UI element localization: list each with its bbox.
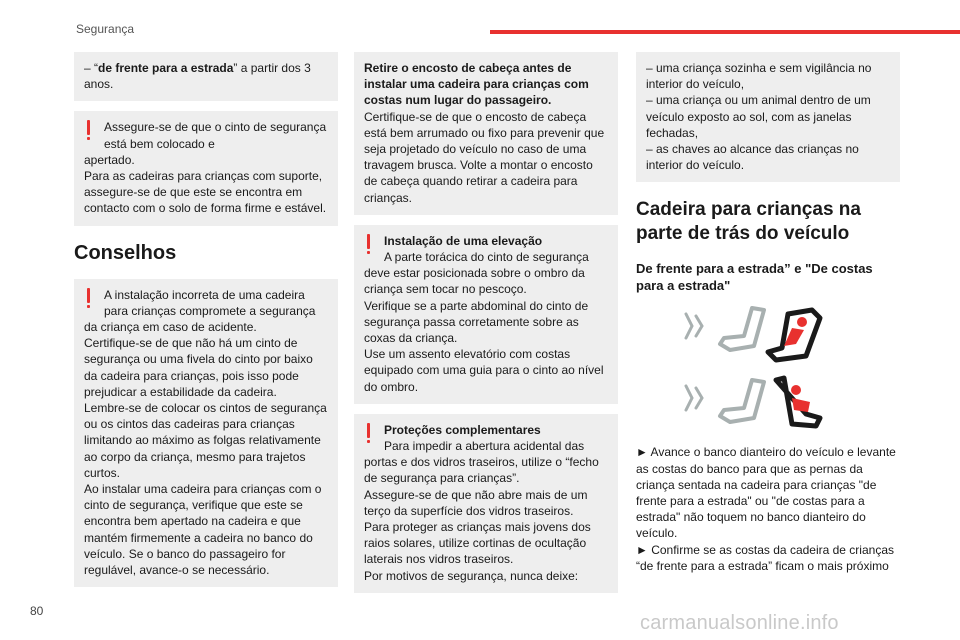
warning-line: Verifique se a parte abdominal do cinto de segurança passa corretamente sobre as coxas da criança. bbox=[364, 298, 589, 346]
warning-line: Por motivos de segurança, nunca deixe: bbox=[364, 568, 579, 583]
column-2 bbox=[354, 52, 618, 603]
heading-rear-child-seat: Cadeira para crianças na parte de trás do veículo bbox=[636, 199, 861, 245]
warning-line: apertado. bbox=[84, 152, 135, 167]
list-item: – uma criança sozinha e sem vigilância no interior do veículo, bbox=[646, 61, 872, 92]
warning-icon bbox=[84, 288, 94, 308]
column-1 bbox=[74, 52, 338, 597]
warning-line: Certifique-se de que não há um cinto de segurança ou uma fivela do cinto por baixo da cadeira para crianças, pois isso pode prejudicar a estabilidade da cadeira. bbox=[84, 336, 313, 399]
section-title: Segurança bbox=[76, 22, 135, 36]
dash: – bbox=[84, 61, 95, 75]
info-box-front-facing bbox=[74, 52, 338, 101]
warning-icon bbox=[364, 234, 374, 254]
seat-icons bbox=[680, 304, 900, 434]
warning-line: Lembre-se de colocar os cintos de segurança ou os cintos das cadeiras para crianças limitando ao máximo as folgas relativamente ao corpo da criança, mesmo para trajetos curtos. bbox=[84, 401, 327, 480]
info-box-headrest bbox=[354, 52, 618, 215]
warning-first-line: Assegure-se de que o cinto de segurança está bem colocado e bbox=[104, 120, 327, 151]
warning-first-line: A parte torácica do cinto de segurança bbox=[384, 250, 589, 265]
heading-conselhos: Conselhos bbox=[74, 241, 177, 264]
warning-title: Instalação de uma elevação bbox=[384, 233, 543, 248]
box-text: Certifique-se de que o encosto de cabeça está bem arrumado ou fixo para prevenir que seja projetado do veículo no caso de uma travagem brusca. Volte a montar o encosto de cabeça quando retirar a cadeira para crianças. bbox=[364, 109, 605, 205]
warning-line: Use um assento elevatório com costas equipado com uma guia para o cinto ao nível do ombro. bbox=[364, 347, 604, 394]
watermark: carmanualsonline.info bbox=[640, 612, 839, 634]
column-3 bbox=[636, 52, 900, 574]
warning-icon bbox=[84, 120, 94, 140]
header-accent-bar bbox=[490, 30, 960, 34]
warning-line: Para proteger as crianças mais jovens dos raios solares, utilize cortinas de ocultação laterais nos vidros traseiros. bbox=[364, 520, 591, 567]
bold-intro: Retire o encosto de cabeça antes de instalar uma cadeira para crianças com costas num lugar do passageiro. bbox=[364, 61, 589, 108]
warning-line: Para as cadeiras para crianças com suporte, assegure-se de que este se encontra em contacto com o solo de forma firme e estável. bbox=[84, 169, 327, 216]
subheading-orientation: De frente para a estrada” e "De costas para a estrada" bbox=[636, 261, 873, 294]
info-box-never-leave bbox=[636, 52, 900, 182]
instruction-paragraph: ► Avance o banco dianteiro do veículo e levante as costas do banco para que as pernas da criança sentada na cadeira para crianças "de frente para a estrada" ou "de costas para a estrada" não toquem no banco dianteiro do veículo. bbox=[636, 445, 896, 541]
warning-line: portas e dos vidros traseiros, utilize o “fecho de segurança para crianças”. bbox=[364, 455, 599, 486]
bold-term: de frente para a estrada bbox=[98, 61, 234, 75]
warning-line: deve estar posicionada sobre o ombro da criança sem tocar no pescoço. bbox=[364, 266, 585, 297]
warning-line: da criança em caso de acidente. bbox=[84, 320, 257, 335]
instruction-paragraph: ► Confirme se as costas da cadeira de crianças “de frente para a estrada” ficam o mais próximo bbox=[636, 542, 894, 573]
list-item: – as chaves ao alcance das crianças no interior do veículo. bbox=[646, 142, 859, 173]
forward-facing-seat-icon bbox=[680, 304, 830, 366]
list-item: – uma criança ou um animal dentro de um veículo exposto ao sol, com as janelas fechadas, bbox=[646, 93, 871, 140]
warning-title: Proteções complementares bbox=[384, 422, 541, 437]
warning-box-protections bbox=[354, 414, 618, 593]
warning-line: Ao instalar uma cadeira para crianças com o cinto de segurança, verifique que este se encontra bem apertado na cadeira e que mantém firmemente a cadeira no banco do veículo. Se o banco do passageiro for regulável, avance-o se necessário. bbox=[84, 482, 322, 578]
box-text: ” a partir dos 3 anos. bbox=[84, 61, 311, 92]
warning-icon bbox=[364, 423, 374, 443]
warning-box-seatbelt bbox=[74, 111, 338, 225]
page-number: 80 bbox=[30, 604, 44, 618]
warning-line: Assegure-se de que não abre mais de um terço da superfície dos vidros traseiros. bbox=[364, 487, 588, 518]
rear-facing-seat-icon bbox=[680, 372, 830, 434]
warning-box-booster bbox=[354, 225, 618, 404]
warning-first-line: Para impedir a abertura acidental das bbox=[384, 439, 585, 454]
warning-first-line: A instalação incorreta de uma cadeira para crianças compromete a segurança bbox=[104, 287, 316, 318]
warning-box-installation bbox=[74, 279, 338, 588]
quote: “ bbox=[94, 61, 99, 75]
